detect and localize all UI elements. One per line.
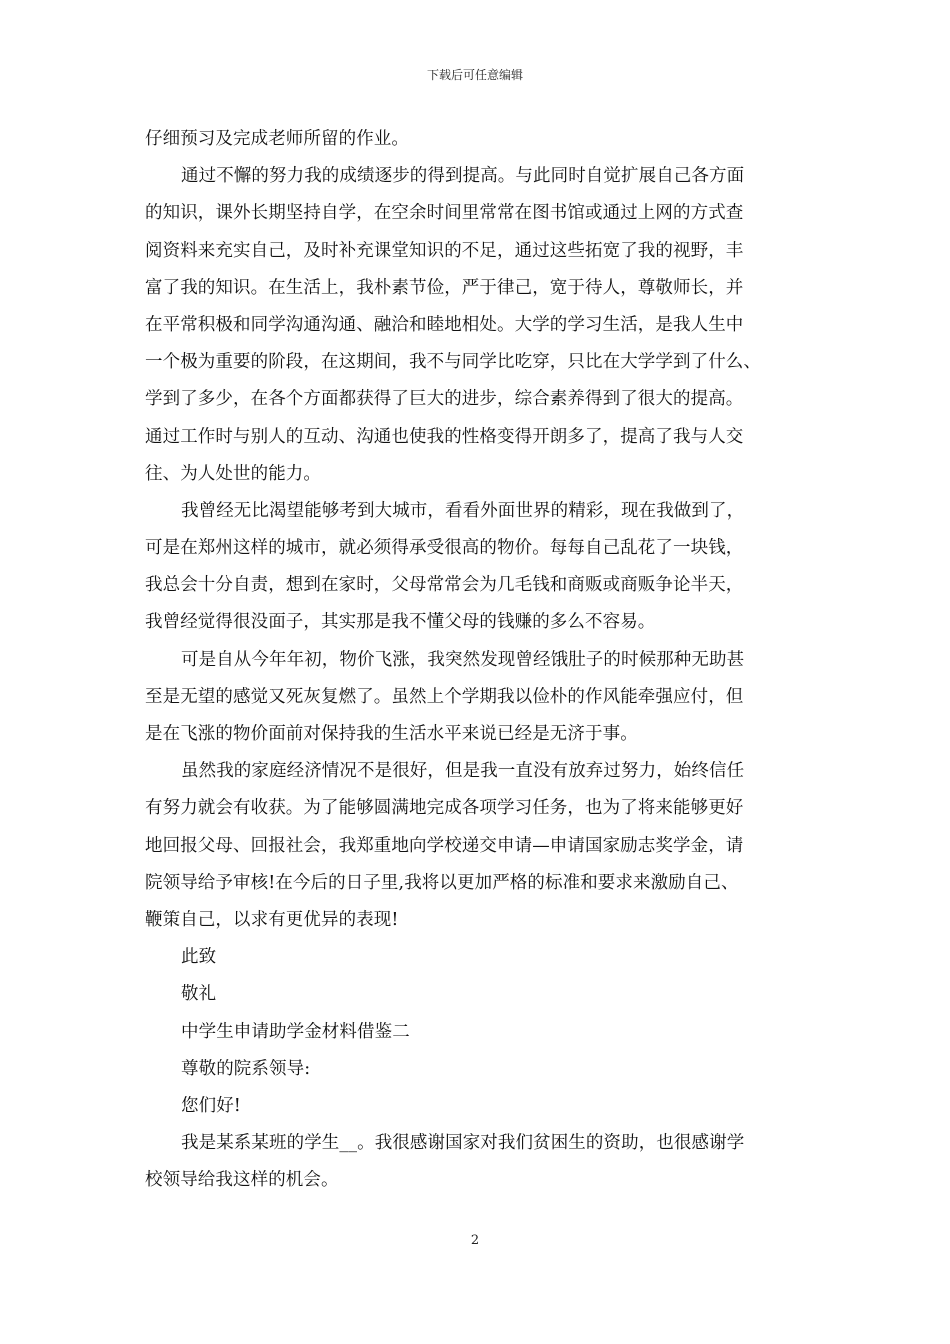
text-line: 我是某系某班的学生__。我很感谢国家对我们贫困生的资助，也很感谢学 — [181, 1133, 745, 1154]
text-line: 的知识，课外长期坚持自学，在空余时间里常常在图书馆或通过上网的方式查 — [145, 203, 744, 224]
text-line: 一个极为重要的阶段，在这期间，我不与同学比吃穿，只比在大学学到了什么、 — [145, 352, 761, 373]
text-line: 我曾经无比渴望能够考到大城市，看看外面世界的精彩，现在我做到了， — [181, 500, 745, 521]
text-line: 我曾经觉得很没面子，其实那是我不懂父母的钱赚的多么不容易。 — [145, 612, 656, 633]
text-line: 通过不懈的努力我的成绩逐步的得到提高。与此同时自觉扩展自己各方面 — [181, 166, 745, 187]
text-line: 有努力就会有收获。为了能够圆满地完成各项学习任务，也为了将来能够更好 — [145, 798, 744, 819]
text-line: 虽然我的家庭经济情况不是很好，但是我一直没有放弃过努力，始终信任 — [181, 761, 745, 782]
text-line: 往、为人处世的能力。 — [145, 463, 321, 484]
text-line: 校领导给我这样的机会。 — [145, 1170, 339, 1191]
text-line: 可是自从今年年初，物价飞涨，我突然发现曾经饿肚子的时候那种无助甚 — [181, 649, 745, 670]
text-line: 院领导给予审核!在今后的日子里,我将以更加严格的标准和要求来激励自己、 — [145, 872, 739, 893]
text-line: 可是在郑州这样的城市，就必须得承受很高的物价。每每自己乱花了一块钱， — [145, 538, 744, 559]
text-line: 我总会十分自责，想到在家时，父母常常会为几毛钱和商贩或商贩争论半天， — [145, 575, 744, 596]
text-line: 富了我的知识。在生活上，我朴素节俭，严于律己，宽于待人，尊敬师长，并 — [145, 277, 744, 298]
text-line: 鞭策自己，以求有更优异的表现! — [145, 909, 399, 930]
document-body — [145, 121, 815, 1199]
letter-greeting: 您们好! — [181, 1095, 241, 1116]
closing-salutation: 此致 — [181, 947, 217, 968]
text-line: 在平常积极和同学沟通沟通、融洽和睦地相处。大学的学习生活，是我人生中 — [145, 314, 744, 335]
text-line: 仔细预习及完成老师所留的作业。 — [145, 129, 409, 149]
closing-regards: 敬礼 — [181, 984, 217, 1005]
text-line: 是在飞涨的物价面前对保持我的生活水平来说已经是无济于事。 — [145, 724, 638, 744]
text-line: 阅资料来充实自己，及时补充课堂知识的不足，通过这些拓宽了我的视野，丰 — [145, 240, 744, 261]
text-line: 通过工作时与别人的互动、沟通也使我的性格变得开朗多了，提高了我与人交 — [145, 426, 744, 447]
text-line: 至是无望的感觉又死灰复燃了。虽然上个学期我以俭朴的作风能牵强应付，但 — [145, 686, 744, 707]
page-header: 下载后可任意编辑 — [426, 68, 523, 82]
page-number: 2 — [470, 1233, 480, 1248]
text-line: 地回报父母、回报社会，我郑重地向学校递交申请—申请国家励志奖学金，请 — [145, 835, 744, 856]
text-line: 学到了多少，在各个方面都获得了巨大的进步，综合素养得到了很大的提高。 — [145, 389, 744, 410]
letter-recipient: 尊敬的院系领导: — [181, 1058, 311, 1079]
section-title: 中学生申请助学金材料借鉴二 — [181, 1021, 410, 1042]
